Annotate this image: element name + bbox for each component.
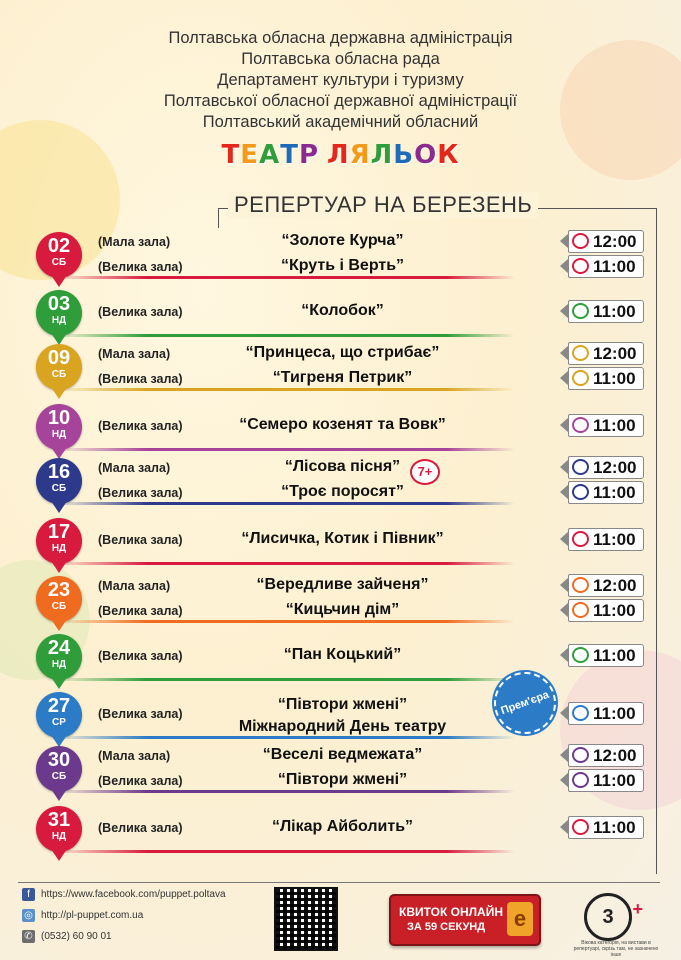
showtime-tag [568, 481, 644, 504]
logo-letter: К [437, 140, 460, 170]
hall-label: (Велика зала) [98, 372, 183, 386]
color-stripe [55, 448, 515, 451]
showtime-tag [568, 367, 644, 390]
showtime-tag [568, 769, 644, 792]
color-stripe [55, 620, 515, 623]
date-number: 10 [47, 407, 71, 429]
hall-label: (Велика зала) [98, 486, 183, 500]
footer-divider [18, 882, 660, 883]
date-number: 16 [47, 461, 71, 483]
ticket-line-1: КВИТОК ОНЛАЙН [399, 905, 504, 919]
date-number: 09 [47, 347, 71, 369]
color-stripe [55, 502, 515, 505]
showtime: 11:00 [593, 646, 636, 665]
showtime: 11:00 [593, 302, 636, 321]
showtime-tag [568, 599, 644, 622]
phone-contact [22, 930, 112, 943]
logo-letter: Я [349, 140, 371, 170]
day-of-week: СБ [51, 257, 67, 268]
showtime: 12:00 [593, 232, 637, 251]
day-of-week: НД [51, 831, 67, 842]
color-stripe [55, 388, 515, 391]
phone-number: (0532) 60 90 01 [41, 931, 112, 943]
showtime: 11:00 [593, 416, 636, 435]
showtime: 11:00 [593, 257, 636, 276]
color-stripe [55, 562, 515, 565]
alarm-clock-icon [572, 772, 589, 788]
premiere-badge: Прем'єра [485, 663, 564, 742]
hall-label: (Велика зала) [98, 260, 183, 274]
date-number: 23 [47, 579, 71, 601]
show-title: “Семеро козенят та Вовк” [239, 416, 446, 433]
alarm-clock-icon [572, 345, 589, 361]
alarm-clock-icon [572, 258, 589, 274]
showtime: 11:00 [593, 483, 636, 502]
facebook-icon: f [22, 888, 35, 901]
qr-code[interactable] [274, 887, 338, 951]
day-of-week: СБ [51, 601, 67, 612]
theatre-logo [0, 140, 681, 170]
logo-letter: О [414, 140, 438, 170]
alarm-clock-icon [572, 370, 589, 386]
logo-letter: А [259, 140, 281, 170]
hall-label: (Велика зала) [98, 774, 183, 788]
day-of-week: НД [51, 429, 67, 440]
age-limit-icon [584, 893, 643, 941]
show-title: “Лисичка, Котик і Півник” [241, 530, 444, 547]
showtime-tag [568, 644, 644, 667]
showtime-tag [568, 456, 644, 479]
showtime: 11:00 [593, 771, 636, 790]
alarm-clock-icon [572, 819, 589, 835]
header-line: Департамент культури і туризму [217, 71, 464, 89]
showtime-tag [568, 342, 644, 365]
showtime: 12:00 [593, 344, 637, 363]
hall-label: (Велика зала) [98, 649, 183, 663]
day-of-week: НД [51, 315, 67, 326]
show-title: “Круть і Верть” [280, 257, 405, 274]
show-title: “Пан Коцький” [283, 646, 402, 663]
show-title: “Золоте Курча” [281, 232, 404, 249]
color-stripe [55, 678, 515, 681]
showtime: 11:00 [593, 530, 636, 549]
hall-label: (Мала зала) [98, 347, 171, 361]
show-title: “Вередливе зайченя” [256, 576, 429, 593]
buy-ticket-button[interactable] [389, 894, 541, 946]
showtime-tag [568, 816, 644, 839]
date-number: 31 [47, 809, 71, 831]
facebook-url[interactable]: https://www.facebook.com/puppet.poltava [41, 889, 226, 901]
globe-icon: ◎ [22, 909, 35, 922]
logo-letter: Р [298, 140, 319, 170]
header [0, 28, 681, 133]
hall-label: (Мала зала) [98, 461, 171, 475]
alarm-clock-icon [572, 705, 589, 721]
show-title: “Колобок” [301, 302, 384, 319]
show-title: “Лісова пісня” [284, 458, 401, 475]
color-stripe [55, 790, 515, 793]
alarm-clock-icon [572, 233, 589, 249]
showtime-tag [568, 300, 644, 323]
hall-label: (Велика зала) [98, 604, 183, 618]
day-of-week: СБ [51, 369, 67, 380]
logo-letter: Т [221, 140, 241, 170]
facebook-contact[interactable] [22, 888, 226, 901]
hall-label: (Мала зала) [98, 749, 171, 763]
hall-label: (Велика зала) [98, 533, 183, 547]
plus-icon: + [632, 899, 643, 919]
repertoire-title: РЕПЕРТУАР НА БЕРЕЗЕНЬ [228, 192, 538, 218]
site-url[interactable]: http://pl-puppet.com.ua [41, 910, 144, 922]
show-title: “Веселі ведмежата” [262, 746, 423, 763]
alarm-clock-icon [572, 531, 589, 547]
date-number: 27 [47, 695, 71, 717]
logo-letter: Л [370, 140, 394, 170]
show-title: “Лікар Айболить” [271, 818, 414, 835]
hall-label: (Велика зала) [98, 305, 183, 319]
age-note: Вікова категорія, на вистави в репертуарі, скрізь там, не зазначено інше [573, 940, 659, 958]
show-title: “Кицьчин дім” [285, 601, 400, 618]
date-number: 03 [47, 293, 71, 315]
site-contact[interactable] [22, 909, 143, 922]
header-line: Полтавська обласна державна адміністрація [168, 29, 513, 47]
day-of-week: СБ [51, 771, 67, 782]
showtime-tag [568, 574, 644, 597]
show-subtitle: Міжнародний День театру [238, 718, 447, 735]
alarm-clock-icon [572, 577, 589, 593]
color-stripe [55, 736, 515, 739]
day-of-week: НД [51, 659, 67, 670]
alarm-clock-icon [572, 602, 589, 618]
age-badge-7: 7+ [410, 459, 440, 485]
show-title: “Принцеса, що стрибає” [245, 344, 440, 361]
show-title: “Тигреня Петрик” [272, 369, 413, 386]
hall-label: (Велика зала) [98, 419, 183, 433]
day-of-week: НД [51, 543, 67, 554]
showtime: 11:00 [593, 369, 636, 388]
hall-label: (Велика зала) [98, 707, 183, 721]
alarm-clock-icon [572, 303, 589, 319]
frame-edge [218, 208, 219, 228]
header-line: Полтавський академічний обласний [202, 113, 479, 131]
header-line: Полтавська обласна рада [241, 50, 440, 68]
showtime-tag [568, 230, 644, 253]
hall-label: (Велика зала) [98, 821, 183, 835]
date-number: 30 [47, 749, 71, 771]
showtime-tag [568, 702, 644, 725]
logo-letter: Е [240, 140, 260, 170]
show-title: “Півтори жмені” [277, 771, 408, 788]
header-line: Полтавської обласної державної адміністрації [163, 92, 518, 110]
alarm-clock-icon [572, 484, 589, 500]
logo-letter: Ь [393, 140, 415, 170]
alarm-clock-icon [572, 417, 589, 433]
showtime-tag [568, 255, 644, 278]
date-number: 17 [47, 521, 71, 543]
ticket-line-2: ЗА 59 СЕКУНД [407, 921, 486, 933]
alarm-clock-icon [572, 647, 589, 663]
showtime: 12:00 [593, 746, 637, 765]
show-title: “Троє поросят” [281, 483, 404, 500]
day-of-week: СР [52, 717, 66, 728]
date-number: 02 [47, 235, 71, 257]
showtime-tag [568, 414, 644, 437]
showtime: 12:00 [593, 576, 637, 595]
e-ticket-icon: e [507, 902, 533, 936]
phone-icon: ✆ [22, 930, 35, 943]
showtime: 11:00 [593, 601, 636, 620]
hall-label: (Мала зала) [98, 235, 171, 249]
showtime: 12:00 [593, 458, 637, 477]
color-stripe [55, 276, 515, 279]
date-number: 24 [47, 637, 71, 659]
showtime: 11:00 [593, 704, 636, 723]
showtime: 11:00 [593, 818, 636, 837]
showtime-tag [568, 528, 644, 551]
logo-letter: Т [280, 140, 299, 170]
alarm-clock-icon [572, 459, 589, 475]
alarm-clock-icon [572, 747, 589, 763]
hall-label: (Мала зала) [98, 579, 171, 593]
logo-letter: Л [327, 140, 350, 170]
show-title: “Півтори жмені” [277, 696, 408, 713]
day-of-week: СБ [51, 483, 67, 494]
age-limit-value: 3 [602, 906, 614, 928]
color-stripe [55, 334, 515, 337]
showtime-tag [568, 744, 644, 767]
color-stripe [55, 850, 515, 853]
